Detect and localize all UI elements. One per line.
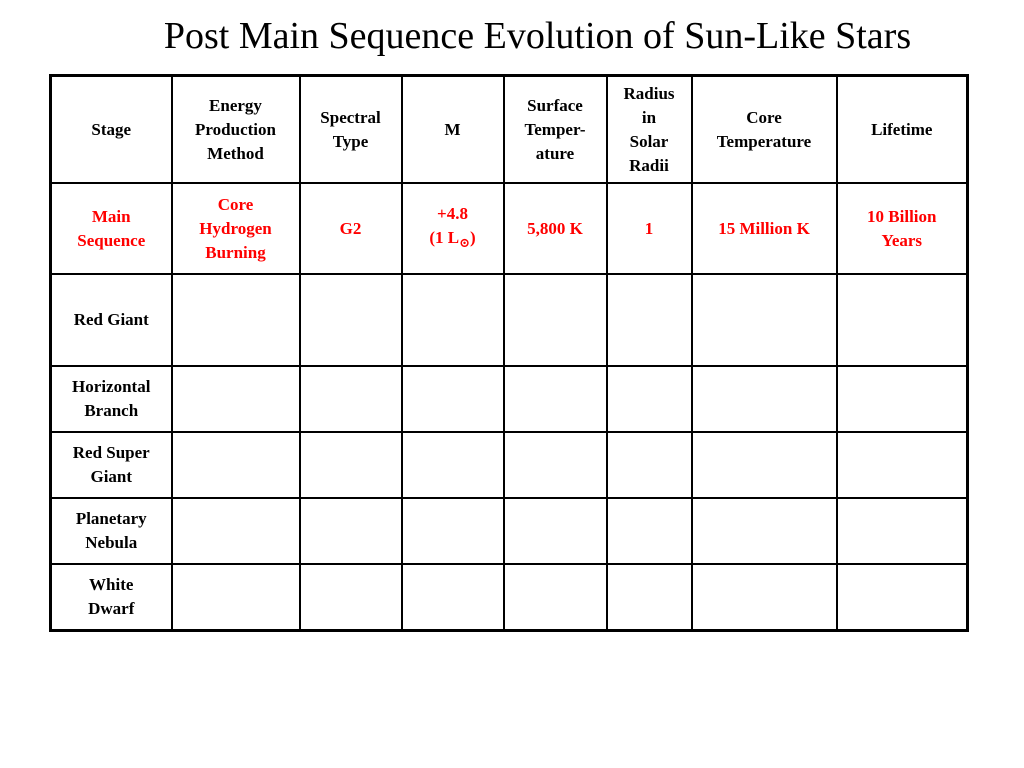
header-lifetime: Lifetime [837, 76, 968, 184]
empty-cell [172, 498, 300, 564]
empty-cell [692, 432, 837, 498]
cell-magnitude: +4.8 (1 $L_⊙$) [402, 183, 504, 274]
cell-stage-red-giant: Red Giant [51, 274, 172, 366]
empty-cell [837, 498, 968, 564]
empty-cell [607, 432, 692, 498]
empty-cell [300, 274, 402, 366]
cell-radius: 1 [607, 183, 692, 274]
empty-cell [504, 366, 607, 432]
empty-cell [402, 366, 504, 432]
empty-cell [300, 366, 402, 432]
header-stage: Stage [51, 76, 172, 184]
header-radius: Radius in Solar Radii [607, 76, 692, 184]
empty-cell [607, 498, 692, 564]
empty-cell [504, 432, 607, 498]
empty-cell [837, 432, 968, 498]
stellar-evolution-table [49, 74, 969, 632]
cell-stage-main-sequence: Main Sequence [51, 183, 172, 274]
empty-cell [607, 366, 692, 432]
page-title: Post Main Sequence Evolution of Sun-Like Stars [163, 15, 912, 57]
empty-cell [837, 274, 968, 366]
cell-stage-planetary-nebula: Planetary Nebula [51, 498, 172, 564]
empty-cell [692, 274, 837, 366]
cell-core-temperature: 15 Million K [692, 183, 837, 274]
empty-cell [402, 274, 504, 366]
empty-cell [607, 564, 692, 631]
header-row [51, 76, 968, 184]
header-spectral-type: Spectral Type [300, 76, 402, 184]
cell-stage-red-super-giant: Red Super Giant [51, 432, 172, 498]
empty-cell [504, 498, 607, 564]
empty-cell [692, 366, 837, 432]
cell-stage-horizontal-branch: Horizontal Branch [51, 366, 172, 432]
empty-cell [402, 432, 504, 498]
empty-cell [172, 366, 300, 432]
header-core-temperature: Core Temperature [692, 76, 837, 184]
table-row-main-sequence [51, 183, 968, 274]
table-row-horizontal-branch [51, 366, 968, 432]
empty-cell [172, 564, 300, 631]
table-row-planetary-nebula [51, 498, 968, 564]
empty-cell [300, 564, 402, 631]
header-magnitude: M [402, 76, 504, 184]
header-energy-production-method: Energy Production Method [172, 76, 300, 184]
empty-cell [172, 432, 300, 498]
empty-cell [402, 564, 504, 631]
empty-cell [300, 432, 402, 498]
empty-cell [504, 564, 607, 631]
table-row-white-dwarf [51, 564, 968, 631]
empty-cell [837, 564, 968, 631]
empty-cell [172, 274, 300, 366]
empty-cell [300, 498, 402, 564]
cell-stage-white-dwarf: White Dwarf [51, 564, 172, 631]
cell-spectral-type: G2 [300, 183, 402, 274]
sun-symbol-icon: ⊙ [459, 235, 470, 250]
table-row-red-super-giant [51, 432, 968, 498]
empty-cell [607, 274, 692, 366]
empty-cell [837, 366, 968, 432]
empty-cell [504, 274, 607, 366]
empty-cell [402, 498, 504, 564]
cell-lifetime: 10 Billion Years [837, 183, 968, 274]
empty-cell [692, 564, 837, 631]
cell-energy-method: Core Hydrogen Burning [172, 183, 300, 274]
empty-cell [692, 498, 837, 564]
cell-surface-temperature: 5,800 K [504, 183, 607, 274]
header-surface-temperature: Surface Temper- ature [504, 76, 607, 184]
table-row-red-giant [51, 274, 968, 366]
